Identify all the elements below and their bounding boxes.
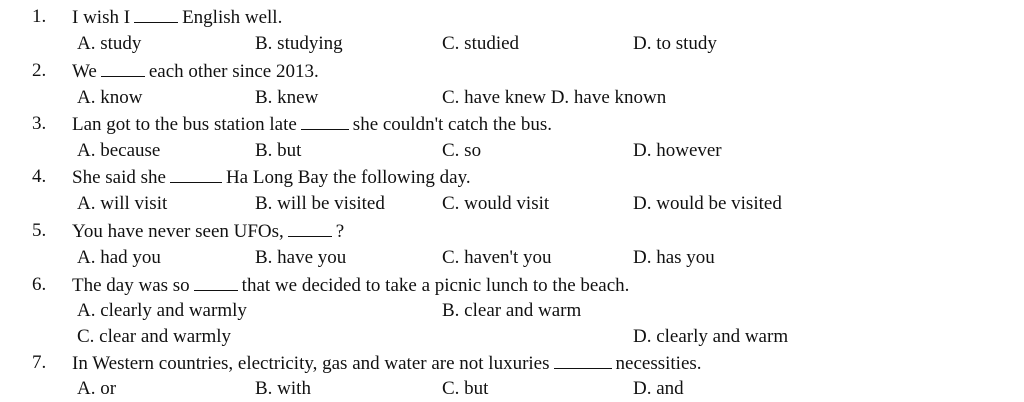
stem-text-before: You have never seen UFOs, — [72, 221, 284, 242]
question-stem — [72, 111, 552, 138]
stem-text-before: Lan got to the bus station late — [72, 114, 297, 135]
option-a: A. will visit — [77, 193, 168, 214]
option-d: D. however — [633, 140, 722, 161]
options-row-6b — [0, 324, 1024, 350]
options-row-4 — [0, 191, 1024, 217]
option-c: C. clear and warmly — [77, 326, 232, 347]
answer-blank — [101, 58, 145, 77]
option-b: B. but — [255, 140, 302, 161]
option-a: A. clearly and warmly — [77, 300, 247, 321]
question-stem — [72, 350, 702, 377]
options-row-7 — [0, 376, 1024, 402]
option-a: A. had you — [77, 247, 161, 268]
question-stem — [72, 218, 344, 245]
stem-text-after: that we decided to take a picnic lunch to the beach. — [241, 275, 630, 296]
answer-blank — [170, 164, 222, 183]
option-d: D. to study — [633, 33, 717, 54]
answer-blank — [288, 218, 332, 237]
option-d: D. would be visited — [633, 193, 782, 214]
option-a: A. or — [77, 378, 117, 399]
question-number: 6. — [32, 274, 47, 295]
option-b: B. knew — [255, 87, 319, 108]
question-number: 1. — [32, 6, 47, 27]
question-1 — [0, 4, 1024, 30]
option-c: C. so — [442, 140, 482, 161]
question-2 — [0, 58, 1024, 84]
stem-text-before: She said she — [72, 167, 166, 188]
options-row-3 — [0, 138, 1024, 164]
question-4 — [0, 164, 1024, 190]
option-b: B. have you — [255, 247, 347, 268]
option-d: D. has you — [633, 247, 715, 268]
stem-text-after: necessities. — [615, 353, 702, 374]
stem-text-after: she couldn't catch the bus. — [352, 114, 552, 135]
answer-blank — [554, 350, 612, 369]
option-c: C. but — [442, 378, 489, 399]
question-stem — [72, 58, 319, 85]
stem-text-after: each other since 2013. — [148, 61, 319, 82]
option-c-and-d: C. have knew D. have known — [442, 87, 667, 108]
question-stem — [72, 272, 629, 299]
question-number: 4. — [32, 166, 47, 187]
option-a: A. study — [77, 33, 142, 54]
option-b: B. clear and warm — [442, 300, 582, 321]
stem-text-before: In Western countries, electricity, gas and water are not luxuries — [72, 353, 550, 374]
question-stem — [72, 4, 282, 31]
question-5 — [0, 218, 1024, 244]
option-c: C. haven't you — [442, 247, 552, 268]
option-d: D. clearly and warm — [633, 326, 789, 347]
stem-text-after: Ha Long Bay the following day. — [225, 167, 471, 188]
options-row-6a — [0, 298, 1024, 324]
question-stem — [72, 164, 471, 191]
option-a: A. because — [77, 140, 161, 161]
stem-text-before: We — [72, 61, 97, 82]
stem-text-after: ? — [335, 221, 345, 242]
options-row-5 — [0, 245, 1024, 271]
option-d: D. and — [633, 378, 684, 399]
option-b: B. will be visited — [255, 193, 385, 214]
question-6 — [0, 272, 1024, 298]
question-number: 7. — [32, 352, 47, 373]
option-b: B. studying — [255, 33, 343, 54]
option-a: A. know — [77, 87, 143, 108]
option-c: C. studied — [442, 33, 520, 54]
stem-text-before: The day was so — [72, 275, 190, 296]
answer-blank — [134, 4, 178, 23]
question-number: 3. — [32, 113, 47, 134]
option-c: C. would visit — [442, 193, 550, 214]
question-7 — [0, 350, 1024, 376]
question-number: 5. — [32, 220, 47, 241]
answer-blank — [301, 111, 349, 130]
stem-text-after: English well. — [182, 7, 283, 28]
answer-blank — [194, 272, 238, 291]
stem-text-before: I wish I — [72, 7, 131, 28]
options-row-2 — [0, 85, 1024, 111]
option-b: B. with — [255, 378, 311, 399]
question-number: 2. — [32, 60, 47, 81]
options-row-1 — [0, 31, 1024, 57]
question-3 — [0, 111, 1024, 137]
